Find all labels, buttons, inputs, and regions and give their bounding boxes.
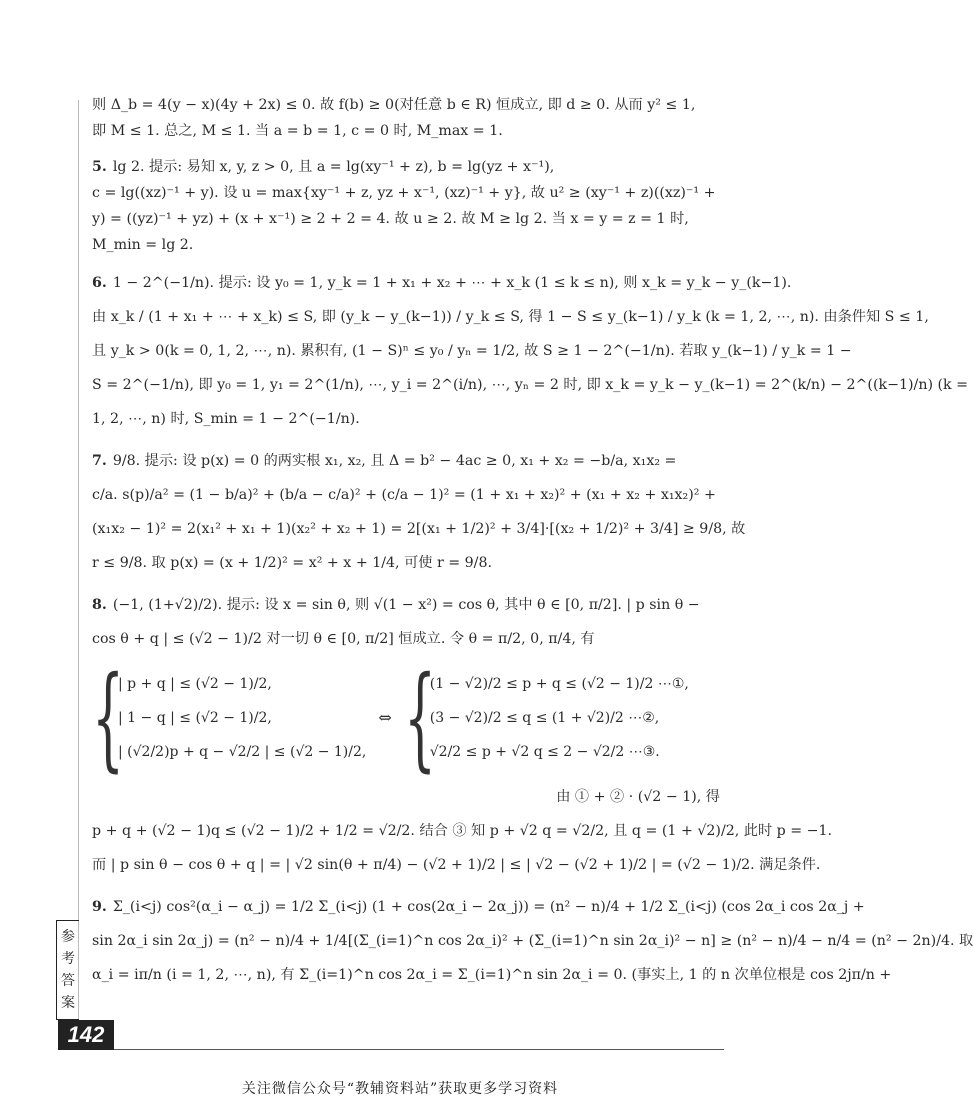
text-line: S = 2^(−1/n), 即 y₀ = 1, y₁ = 2^(1/n), ⋯, y_i = 2^(i/n), ⋯, yₙ = 2 时, 即 x_k = y_k − y_(k−1) = 2^(k/n) − 2^((k−1)/n) (k = xyxy=(92,377,969,393)
left-brace: { xyxy=(403,653,436,783)
text-line: Σ_(i<j) cos²(α_i − α_j) = 1/2 Σ_(i<j) (1 + cos(2α_i − 2α_j)) = (n² − n)/4 + 1/2 Σ_(i<j) (cos 2α_i cos 2α_j + xyxy=(112,899,865,915)
text-line: cos θ + q | ≤ (√2 − 1)/2 对一切 θ ∈ [0, π/2] 恒成立. 令 θ = π/2, 0, π/4, 有 xyxy=(92,631,595,647)
problem-number: 7. xyxy=(92,453,107,469)
page-number: 142 xyxy=(58,1020,114,1050)
system-row: √2/2 ≤ p + √2 q ≤ 2 − √2/2 ⋯③. xyxy=(429,744,660,760)
problem-5 xyxy=(92,154,720,258)
text-line: (−1, (1+√2)/2). 提示: 设 x = sin θ, 则 √(1 − x²) = cos θ, 其中 θ ∈ [0, π/2]. | p sin θ − xyxy=(112,597,700,613)
tab-char: 答 xyxy=(61,973,75,989)
text-line: 而 | p sin θ − cos θ + q | = | √2 sin(θ + π/4) − (√2 + 1)/2 | ≤ | √2 − (√2 + 1)/2 | = (√2 − 1)/2. 满足条件. xyxy=(92,857,821,873)
problem-number: 6. xyxy=(92,275,107,291)
text-line: c = lg((xz)⁻¹ + y). 设 u = max{xy⁻¹ + z, yz + x⁻¹, (xz)⁻¹ + y}, 故 u² ≥ (xy⁻¹ + z)((xz)⁻¹ + xyxy=(92,185,716,201)
tab-char: 考 xyxy=(61,951,75,967)
problem-8 xyxy=(92,588,833,882)
margin-rule xyxy=(78,100,79,1020)
footer-note: 关注微信公众号“教辅资料站”获取更多学习资料 xyxy=(241,1081,559,1097)
left-brace: { xyxy=(92,653,125,783)
equation-system xyxy=(92,653,720,783)
answer-body xyxy=(92,92,973,1000)
text-line: 且 y_k > 0(k = 0, 1, 2, ⋯, n). 累积有, (1 − S)ⁿ ≤ y₀ / yₙ = 1/2, 故 S ≥ 1 − 2^(−1/n). 若取 y_(k−1) / y_k = 1 − xyxy=(92,343,852,359)
system-tail: 由 ① + ② · (√2 − 1), 得 xyxy=(556,789,720,805)
problem-7 xyxy=(92,444,746,580)
text-line: y) = ((yz)⁻¹ + yz) + (x + x⁻¹) ≥ 2 + 2 = 4. 故 u ≥ 2. 故 M ≥ lg 2. 当 x = y = z = 1 时, xyxy=(92,211,689,227)
text-line: r ≤ 9/8. 取 p(x) = (x + 1/2)² = x² + x + 1/4, 可使 r = 9/8. xyxy=(92,555,492,571)
text-line: lg 2. 提示: 易知 x, y, z > 0, 且 a = lg(xy⁻¹ + z), b = lg(yz + x⁻¹), xyxy=(112,159,555,175)
problem-number: 9. xyxy=(92,899,107,915)
text-line: 即 M ≤ 1. 总之, M ≤ 1. 当 a = b = 1, c = 0 时, M_max = 1. xyxy=(92,123,503,139)
text-line: 由 x_k / (1 + x₁ + ⋯ + x_k) ≤ S, 即 (y_k − y_(k−1)) / y_k ≤ S, 得 1 − S ≤ y_(k−1) / y_k (k = 1, 2, ⋯, n). 由条件知 S ≤ 1, xyxy=(92,309,929,325)
problem-4-tail xyxy=(92,92,720,144)
problem-6 xyxy=(92,266,969,436)
problem-9 xyxy=(92,890,973,992)
text-line: 1, 2, ⋯, n) 时, S_min = 1 − 2^(−1/n). xyxy=(92,411,360,427)
system-row: | p + q | ≤ (√2 − 1)/2, xyxy=(118,676,272,692)
problem-number: 5. xyxy=(92,159,107,175)
text-line: 1 − 2^(−1/n). 提示: 设 y₀ = 1, y_k = 1 + x₁ + x₂ + ⋯ + x_k (1 ≤ k ≤ n), 则 x_k = y_k − y_(k−1). xyxy=(112,275,792,291)
equivalence-arrow: ⇔ xyxy=(378,708,392,727)
problem-number: 8. xyxy=(92,597,107,613)
text-line: (x₁x₂ − 1)² = 2(x₁² + x₁ + 1)(x₂² + x₂ + 1) = 2[(x₁ + 1/2)² + 3/4]·[(x₂ + 1/2)² + 3/4] ≥ 9/8, 故 xyxy=(92,521,746,537)
text-line: p + q + (√2 − 1)q ≤ (√2 − 1)/2 + 1/2 = √2/2. 结合 ③ 知 p + √2 q = √2/2, 且 q = (1 + √2)/2, 此时 p = −1. xyxy=(92,823,833,839)
system-row: (1 − √2)/2 ≤ p + q ≤ (√2 − 1)/2 ⋯①, xyxy=(429,676,689,692)
tab-char: 案 xyxy=(61,995,75,1011)
text-line: α_i = iπ/n (i = 1, 2, ⋯, n), 有 Σ_(i=1)^n cos 2α_i = Σ_(i=1)^n sin 2α_i = 0. (事实上, 1 的 n 次单位根是 cos 2jπ/n + xyxy=(92,967,892,983)
tab-char: 参 xyxy=(61,929,75,945)
text-line: 9/8. 提示: 设 p(x) = 0 的两实根 x₁, x₂, 且 Δ = b² − 4ac ≥ 0, x₁ + x₂ = −b/a, x₁x₂ = xyxy=(112,453,677,469)
page-number-rule xyxy=(114,1049,724,1050)
text-line: sin 2α_i sin 2α_j) = (n² − n)/4 + 1/4[(Σ_(i=1)^n cos 2α_i)² + (Σ_(i=1)^n sin 2α_i)² − n] ≥ (n² − n)/4 − n/4 = (n² − 2n)/4. 取 xyxy=(92,933,973,949)
system-left xyxy=(118,670,366,766)
system-right xyxy=(430,670,689,766)
text-line: 则 Δ_b = 4(y − x)(4y + 2x) ≤ 0. 故 f(b) ≥ 0(对任意 b ∈ R) 恒成立, 即 d ≥ 0. 从而 y² ≤ 1, xyxy=(92,97,696,113)
system-row: (3 − √2)/2 ≤ q ≤ (1 + √2)/2 ⋯②, xyxy=(429,710,660,726)
system-row: | 1 − q | ≤ (√2 − 1)/2, xyxy=(118,710,272,726)
section-tab xyxy=(56,920,79,1020)
system-row: | (√2/2)p + q − √2/2 | ≤ (√2 − 1)/2, xyxy=(118,744,367,760)
text-line: c/a. s(p)/a² = (1 − b/a)² + (b/a − c/a)² + (c/a − 1)² = (1 + x₁ + x₂)² + (x₁ + x₂ + x₁x₂)² + xyxy=(92,487,716,503)
text-line: M_min = lg 2. xyxy=(92,237,194,253)
